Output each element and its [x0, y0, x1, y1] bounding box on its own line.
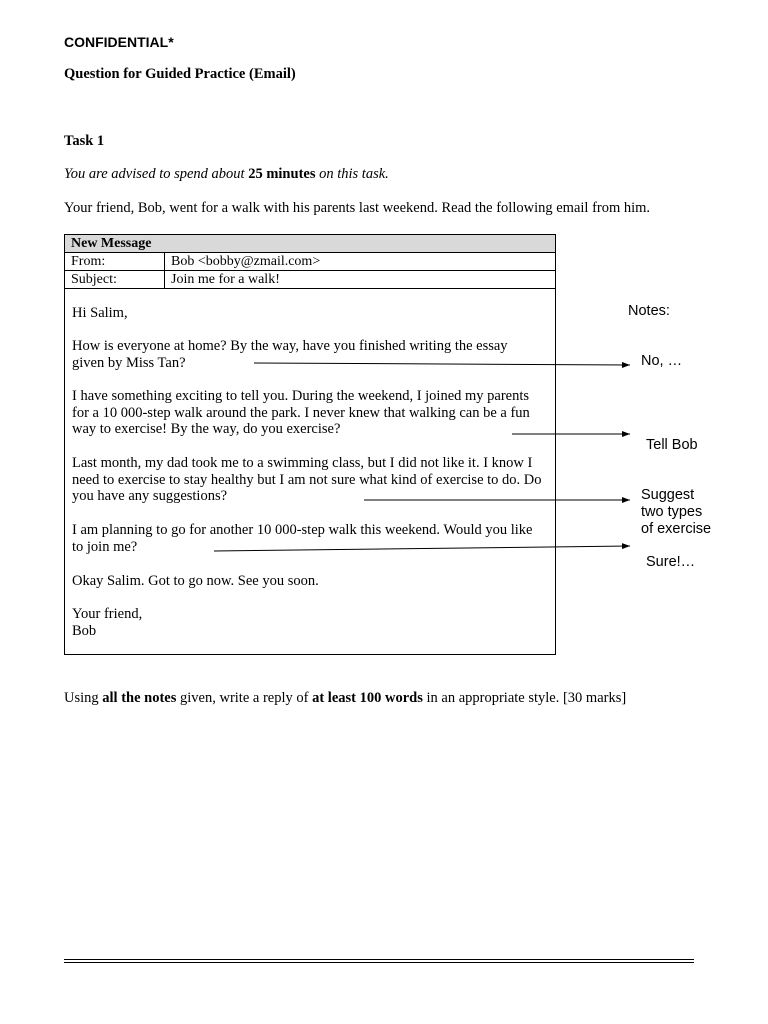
arrow-1: [254, 363, 630, 365]
instruction-middle: given, write a reply of: [176, 690, 313, 706]
from-label: From:: [71, 254, 106, 269]
note-1: No, …: [641, 353, 683, 369]
confidential-label: CONFIDENTIAL*: [64, 34, 174, 50]
email-paragraph-1: How is everyone at home? By the way, have you finished writing the essay given by Miss Tan?: [72, 338, 508, 371]
question-title: Question for Guided Practice (Email): [64, 66, 296, 82]
email-paragraph-3: Last month, my dad took me to a swimming class, but I did not like it. I know I need to exercise to stay healthy but I am not sure what kind of exercise to do. Do you have any suggestions?: [72, 455, 542, 504]
subject-label: Subject:: [71, 272, 117, 287]
instruction-bold-2: at least 100 words: [312, 690, 423, 706]
email-signoff: Your friend,: [72, 606, 143, 622]
notes-title: Notes:: [628, 303, 670, 319]
email-header-title: New Message: [65, 235, 555, 253]
from-value: Bob <bobby@zmail.com>: [171, 254, 321, 269]
subject-value: Join me for a walk!: [171, 272, 280, 287]
task-title: Task 1: [64, 133, 105, 149]
note-3-line-2: two types: [641, 504, 703, 520]
footer-rule-top: [64, 959, 694, 960]
note-2: Tell Bob: [646, 437, 698, 453]
footer-rule-bottom: [64, 962, 694, 963]
instruction-bold-1: all the notes: [102, 690, 177, 706]
email-paragraph-4: I am planning to go for another 10 000-step walk this weekend. Would you like to join me?: [72, 522, 533, 555]
advice-suffix: on this task.: [315, 166, 389, 182]
note-3-line-1: Suggest: [641, 487, 695, 503]
email-greeting: Hi Salim,: [72, 305, 128, 321]
advice-minutes: 25 minutes: [248, 166, 316, 182]
email-paragraph-2: I have something exciting to tell you. During the weekend, I joined my parents for a 10 000-step walk around the park. I never knew that walking can be a fun way to exercise! By the way, do you exercise?: [72, 388, 530, 437]
advice-prefix: You are advised to spend about: [64, 166, 249, 182]
note-4: Sure!…: [646, 554, 696, 570]
task-intro: Your friend, Bob, went for a walk with his parents last weekend. Read the following email from him.: [64, 200, 651, 216]
instruction-suffix: in an appropriate style. [30 marks]: [422, 690, 627, 706]
instruction-prefix: Using: [64, 690, 103, 706]
email-paragraph-5: Okay Salim. Got to go now. See you soon.: [72, 573, 319, 589]
arrow-4: [214, 546, 630, 551]
instruction: [64, 690, 626, 707]
email-signature: Bob: [72, 623, 97, 639]
note-3-line-3: of exercise: [641, 521, 712, 537]
